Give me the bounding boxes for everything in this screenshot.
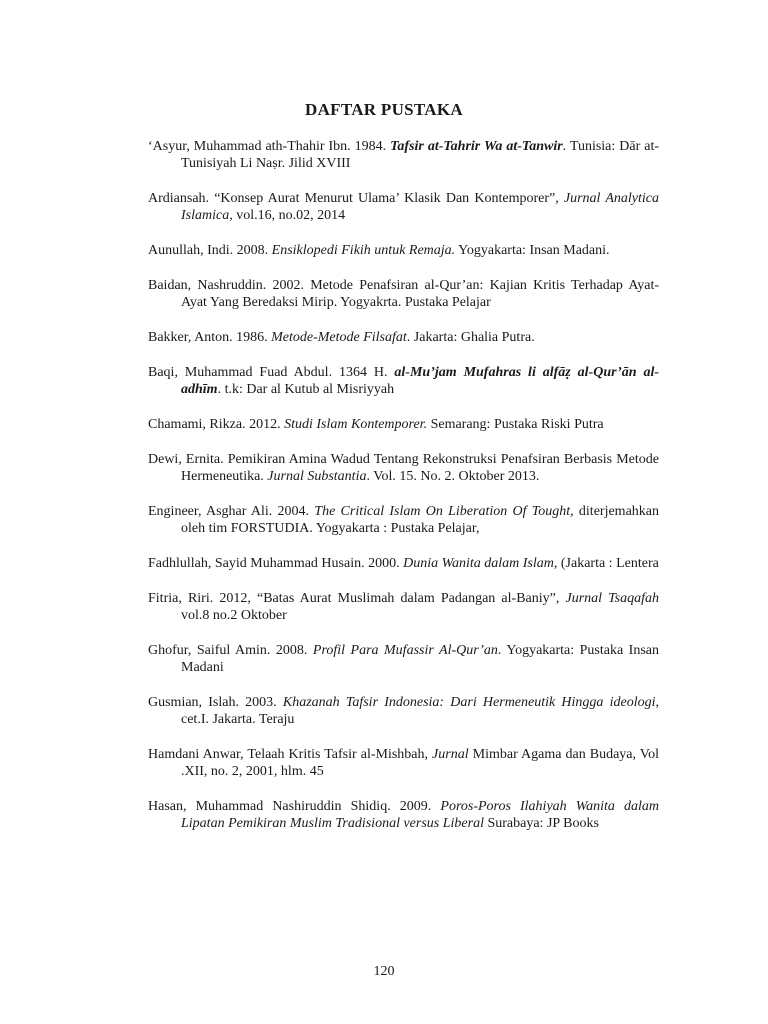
- reference-text: Baidan, Nashruddin. 2002. Metode Penafsiran al-Qur’an: Kajian Kritis Terhadap Ayat-Ayat Yang Beredaksi Mirip. Yogyakrta. Pustaka Pelajar: [148, 278, 659, 310]
- reference-title: Jurnal Analytica Islamica: [181, 191, 659, 223]
- reference-text: Dewi, Ernita. Pemikiran Amina Wadud Tentang Rekonstruksi Penafsiran Berbasis Metode Hermeneutika.: [148, 452, 659, 484]
- reference-text: Engineer, Asghar Ali. 2004.: [148, 504, 315, 519]
- reference-title: Jurnal: [432, 747, 469, 762]
- reference-entry: [148, 503, 659, 537]
- reference-details: Yogyakarta: Insan Madani.: [455, 243, 610, 258]
- reference-entry: [148, 642, 659, 676]
- reference-entry: [148, 798, 659, 832]
- reference-text: Fadhlullah, Sayid Muhammad Husain. 2000.: [148, 556, 404, 571]
- reference-title: Jurnal Tsaqafah: [565, 591, 659, 606]
- reference-entry: [148, 590, 659, 624]
- reference-entry: [148, 364, 659, 398]
- reference-details: . Vol. 15. No. 2. Oktober 2013.: [366, 469, 540, 484]
- reference-entry: [148, 555, 659, 572]
- page-number: 120: [373, 964, 395, 979]
- reference-title: Ensiklopedi Fikih untuk Remaja.: [271, 243, 456, 258]
- reference-details: Surabaya: JP Books: [483, 816, 599, 831]
- reference-text: Fitria, Riri. 2012, “Batas Aurat Muslimah dalam Padangan al-Baniy”,: [148, 591, 566, 606]
- reference-details: . Yogyakarta: Pustaka Insan Madani: [181, 643, 660, 675]
- reference-details: , cet.I. Jakarta. Teraju: [181, 695, 659, 727]
- reference-entry: [148, 138, 659, 172]
- reference-title: Khazanah Tafsir Indonesia: Dari Hermeneutik Hingga ideologi: [282, 695, 656, 710]
- reference-entry: [148, 329, 659, 346]
- reference-text: Hasan, Muhammad Nashiruddin Shidiq. 2009.: [148, 799, 441, 814]
- reference-details: vol.8 no.2 Oktober: [181, 608, 287, 623]
- reference-list: [148, 138, 659, 850]
- reference-text: Chamami, Rikza. 2012.: [148, 417, 285, 432]
- reference-title: al-Mu’jam Mufahras li alfāẓ al-Qur’ān al-adhīm: [181, 365, 659, 397]
- reference-title: Tafsir at-Tahrir Wa at-Tanwir: [390, 139, 563, 154]
- reference-entry: [148, 694, 659, 728]
- reference-title: Profil Para Mufassir Al-Qur’an: [312, 643, 498, 658]
- reference-details: . t.k: Dar al Kutub al Misriyyah: [217, 382, 395, 397]
- reference-text: Hamdani Anwar, Telaah Kritis Tafsir al-Mishbah,: [148, 747, 433, 762]
- reference-details: . Jakarta: Ghalia Putra.: [406, 330, 535, 345]
- reference-entry: [148, 277, 659, 311]
- reference-entry: [148, 190, 659, 224]
- reference-details: diterjemahkan oleh tim FORSTUDIA. Yogyakarta : Pustaka Pelajar,: [181, 504, 659, 536]
- reference-details: Mimbar Agama dan Budaya, Vol .XII, no. 2, 2001, hlm. 45: [181, 747, 659, 779]
- reference-entry: [148, 416, 659, 433]
- reference-details: Semarang: Pustaka Riski Putra: [427, 417, 604, 432]
- reference-title: Poros-Poros Ilahiyah Wanita dalam Lipatan Pemikiran Muslim Tradisional versus Liberal: [181, 799, 659, 831]
- reference-title: The Critical Islam On Liberation Of Tought,: [314, 504, 574, 519]
- reference-title: Jurnal Substantia: [267, 469, 367, 484]
- reference-text: Baqi, Muhammad Fuad Abdul. 1364 H.: [148, 365, 395, 380]
- reference-text: Aunullah, Indi. 2008.: [148, 243, 272, 258]
- reference-text: Bakker, Anton. 1986.: [148, 330, 272, 345]
- reference-entry: [148, 746, 659, 780]
- reference-text: Ardiansah. “Konsep Aurat Menurut Ulama’ Klasik Dan Kontemporer”,: [148, 191, 564, 206]
- reference-title: Metode-Metode Filsafat: [271, 330, 407, 345]
- reference-text: Ghofur, Saiful Amin. 2008.: [148, 643, 313, 658]
- reference-text: Gusmian, Islah. 2003.: [148, 695, 283, 710]
- reference-details: . Tunisia: Dār at-Tunisiyah Li Naṣr. Jilid XVIII: [181, 139, 659, 171]
- reference-title: Dunia Wanita dalam Islam: [403, 556, 554, 571]
- reference-text: ‘Asyur, Muhammad ath-Thahir Ibn. 1984.: [148, 139, 391, 154]
- reference-entry: [148, 451, 659, 485]
- bibliography-title: DAFTAR PUSTAKA: [305, 100, 463, 119]
- reference-details: , (Jakarta : Lentera: [553, 556, 659, 571]
- reference-entry: [148, 242, 659, 259]
- reference-title: Studi Islam Kontemporer.: [284, 417, 428, 432]
- reference-details: , vol.16, no.02, 2014: [229, 208, 346, 223]
